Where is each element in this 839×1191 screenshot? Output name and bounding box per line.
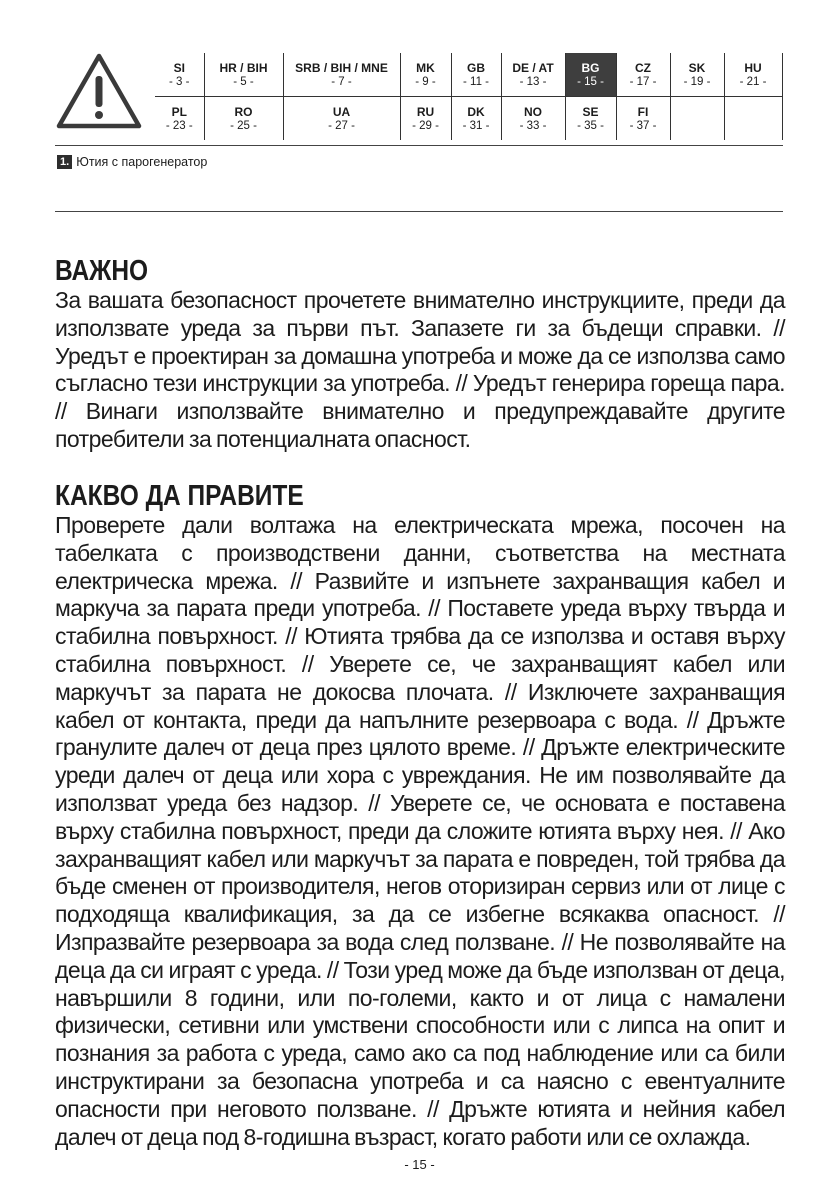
lang-cell-ua[interactable]: UA - 27 -	[283, 97, 400, 141]
section-body-important: За вашата безопасност прочетете внимателно инструкциите, преди да използвате уреда за първи път. Запазете ги за бъдещи справки. // Уредът е проектиран за домашна употреба и може да се използва само съгласно тези инструкции за употреба. // Уредът генерира гореща пара. // Винаги използвайте внимателно и предупреждавайте другите потребители за потенциалната опасност.	[55, 287, 785, 452]
section-what-to-do	[55, 479, 785, 1151]
lang-cell-bg-active[interactable]: BG - 15 -	[565, 53, 616, 97]
lang-cell-cz[interactable]: CZ - 17 -	[616, 53, 670, 97]
lang-cell-dk[interactable]: DK - 31 -	[451, 97, 501, 141]
lang-cell-mk[interactable]: MK - 9 -	[400, 53, 451, 97]
lang-cell-ru[interactable]: RU - 29 -	[400, 97, 451, 141]
section-heading-important: ВАЖНО	[55, 255, 149, 287]
section-heading-what-to-do: КАКВО ДА ПРАВИТЕ	[55, 480, 304, 512]
lang-cell-pl[interactable]: PL - 23 -	[165, 104, 193, 132]
lang-cell-gb[interactable]: GB - 11 -	[451, 53, 501, 97]
warning-triangle-icon	[55, 52, 143, 132]
lang-cell-se[interactable]: SE - 35 -	[565, 97, 616, 141]
section-body-what-to-do: Проверете дали волтажа на електрическата мрежа, посочен на табелката с производствени данни, съответства на местната електрическа мрежа. // Развийте и изпънете захранващия кабел и маркуча за парата преди употреба. // Поставете уреда върху твърда и стабилна повърхност. // Ютията трябва да се използва и оставя върху стабилна повърхност. // Уверете се, че захранващият кабел или маркучът за парата не докосва плочата. // Изключете захранващия кабел от контакта, преди да напълните резервоара с вода. // Дръжте гранулите далеч от деца през цялото време. // Дръжте електрическите уреди далеч от деца или хора с увреждания. Не им позволявайте да използват уреда без надзор. // Уверете се, че основата е поставена върху стабилна повърхност, преди да сложите ютията върху нея. // Ако захранващият кабел или маркучът за парата е повреден, той трябва да бъде сменен от производителя, негов оторизиран сервиз или от лице с подходяща квалификация, за да се избегне всякаква опасност. // Изпразвайте резервоара за вода след ползване. // Не позволявайте на деца да си играят с уреда. // Този уред може да бъде използван от деца, навършили 8 години, или по-големи, както и от лица с намалени физически, сетивни или умствени способности или с липса на опит и познания за работа с уреда, само ако са под наблюдение или са били инструктирани за безопасна употреба и са наясно с евентуалните опасности при неговото ползване. // Дръжте ютията и нейния кабел далеч от деца под 8-годишна възраст, когато работи или се охлажда.	[55, 512, 785, 1150]
lang-cell-empty	[670, 97, 724, 141]
language-index-table	[155, 53, 783, 140]
lang-cell-de-at[interactable]: DE / AT - 13 -	[501, 53, 565, 97]
section-divider	[55, 211, 783, 212]
caption-number-badge: 1.	[57, 155, 72, 169]
lang-cell-si[interactable]: SI - 3 -	[155, 53, 204, 97]
lang-cell-ro[interactable]: RO - 25 -	[204, 97, 283, 141]
language-row-1	[155, 53, 782, 97]
language-row-2	[155, 97, 782, 141]
lang-cell-empty	[724, 97, 782, 141]
lang-cell-no[interactable]: NO - 33 -	[501, 97, 565, 141]
page-number: - 15 -	[404, 1157, 435, 1172]
lang-cell-srb-bih-mne[interactable]: SRB / BIH / MNE - 7 -	[283, 53, 400, 97]
figure-caption	[57, 154, 207, 170]
lang-cell-fi[interactable]: FI - 37 -	[616, 97, 670, 141]
lang-cell-hu[interactable]: HU - 21 -	[724, 53, 782, 97]
lang-cell-hr-bih[interactable]: HR / BIH - 5 -	[204, 53, 283, 97]
header-divider	[55, 145, 783, 146]
section-important	[55, 254, 785, 454]
caption-text: Ютия с парогенератор	[76, 155, 208, 169]
lang-cell-sk[interactable]: SK - 19 -	[670, 53, 724, 97]
